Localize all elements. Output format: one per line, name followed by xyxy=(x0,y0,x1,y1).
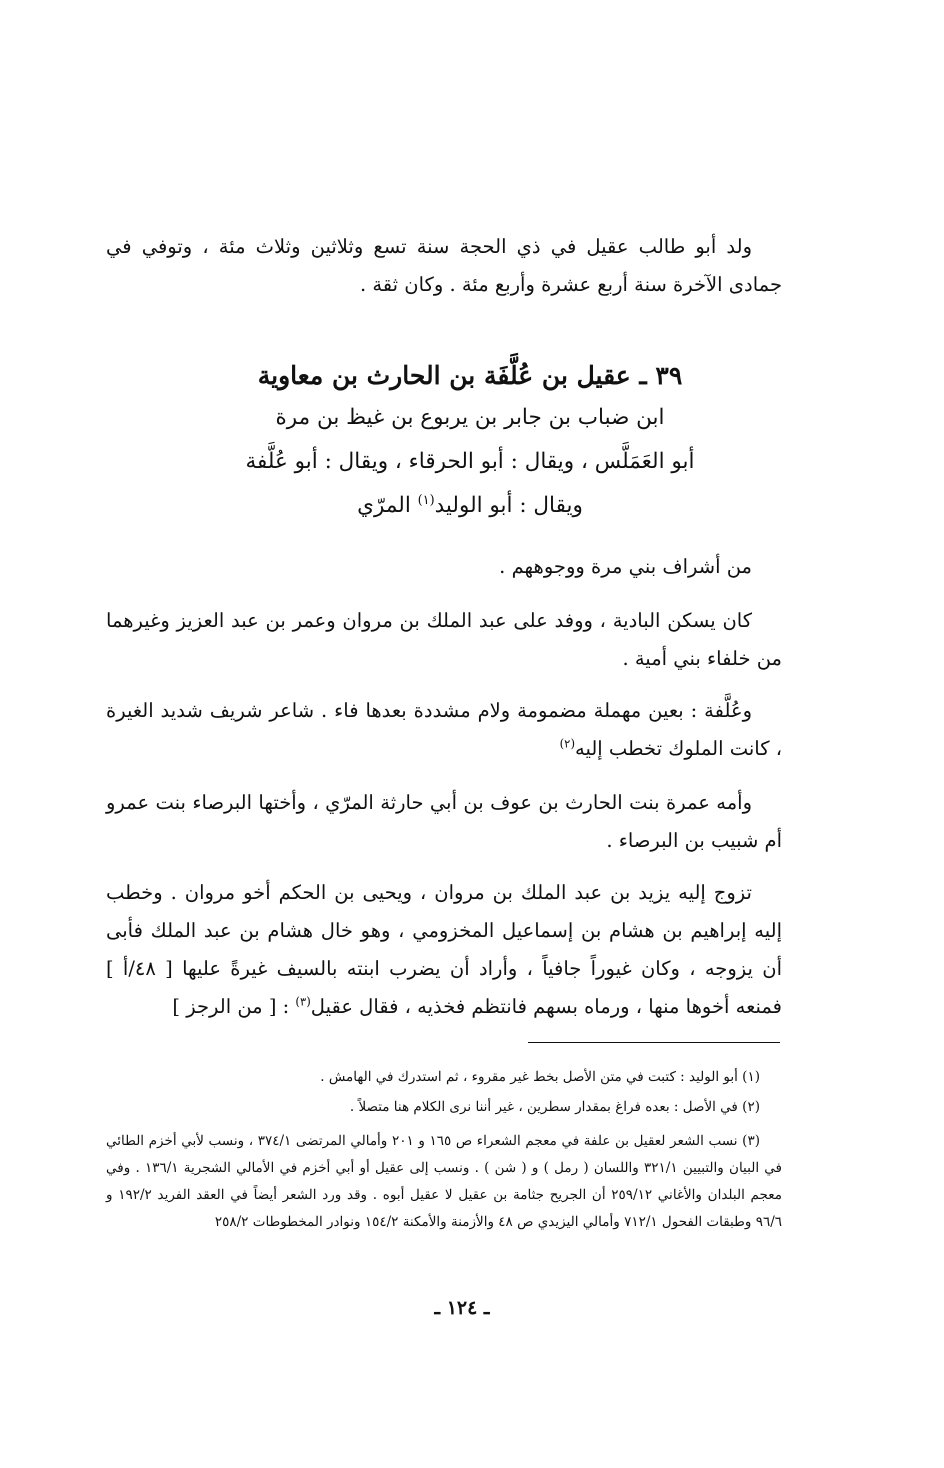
footnote-divider xyxy=(528,1042,780,1043)
footnote-2: (٢) في الأصل : بعده فراغ بمقدار سطرين ، غير أننا نرى الكلام هنا متصلاً . xyxy=(349,1099,760,1115)
body-paragraph-3 xyxy=(106,692,782,768)
footnote-ref-3: (٣) xyxy=(295,994,311,1009)
nisba-text: المرّي xyxy=(357,493,418,518)
entry-kunya-line-2 xyxy=(120,486,820,526)
body-paragraph-4: وأمه عمرة بنت الحارث بن عوف بن أبي حارثة المرّي ، وأختها البرصاء بنت عمرو أم شبيب بن البرصاء . xyxy=(106,791,782,852)
paragraph-5-text: تزوج إليه يزيد بن عبد الملك بن مروان ، ويحيى بن الحكم أخو مروان . وخطب إليه إبراهيم بن هشام بن إسماعيل المخزومي ، وهو خال هشام بن عبد الملك فأبى أن يزوجه ، وكان غيوراً جافياً ، وأراد أن يضرب ابنته بالسيف غيرةً عليها [ ٤٨/أ ] فمنعه أخوها منها ، ورماه بسهم فانتظم فخذيه ، فقال عقيل xyxy=(106,881,782,1018)
footnote-3: (٣) نسب الشعر لعقيل بن علفة في معجم الشعراء ص ١٦٥ و ٢٠١ وأمالي المرتضى ٣٧٤/١ ، ونسب لأبي أخزم الطائي في البيان والتبيين ٣٢١/١ واللسان ( رمل ) و ( شن ) . ونسب إلى عقيل أو أبي أخزم في الأمالي الشجرية ١٣٦/١ . وفي معجم البلدان والأغاني ٢٥٩/١٢ أن الجريح جثامة بن عقيل لا عقيل أبوه . وقد ورد الشعر أيضاً في العقد الفريد ١٩٢/٢ و ٩٦/٦ وطبقات الفحول ٧١٢/١ وأمالي اليزيدي ص ٤٨ والأزمنة والأمكنة ١٥٤/٢ ونوادر المخطوطات ٢٥٨/٢ xyxy=(106,1133,783,1230)
meter-label: : [ من الرجز ] xyxy=(172,995,296,1018)
page-number: ـ ١٢٤ ـ xyxy=(434,1297,490,1319)
body-paragraph-1: من أشراف بني مرة ووجوههم . xyxy=(499,555,752,578)
entry-kunya-line: أبو العَمَلَّس ، ويقال : أبو الحرقاء ، ويقال : أبو عُلَّفة xyxy=(245,449,695,474)
entry-lineage-line: ابن ضباب بن جابر بن يربوع بن غيظ بن مرة xyxy=(275,405,665,430)
body-paragraph-2: كان يسكن البادية ، ووفد على عبد الملك بن مروان وعمر بن عبد العزيز وغيرهما من خلفاء بني أمية . xyxy=(106,609,782,670)
intro-paragraph: ولد أبو طالب عقيل في ذي الحجة سنة تسع وثلاثين وثلاث مئة ، وتوفي في جمادى الآخرة سنة أربع عشرة وأربع مئة . وكان ثقة . xyxy=(106,235,782,296)
footnote-1: (١) أبو الوليد : كتبت في متن الأصل بخط غير مقروء ، ثم استدرك في الهامش . xyxy=(320,1069,760,1085)
entry-heading: ٣٩ ـ عقيل بن عُلَّفَة بن الحارث بن معاوية xyxy=(257,361,683,390)
footnote-ref-1: (١) xyxy=(417,492,435,508)
body-paragraph-5 xyxy=(106,874,782,1026)
kunya-text: ويقال : أبو الوليد xyxy=(434,493,583,518)
paragraph-3-text: وعُلَّفة : بعين مهملة مضمومة ولام مشددة بعدها فاء . شاعر شريف شديد الغيرة ، كانت الملوك تخطب إليه xyxy=(106,699,782,760)
footnote-ref-2: (٢) xyxy=(559,736,576,751)
